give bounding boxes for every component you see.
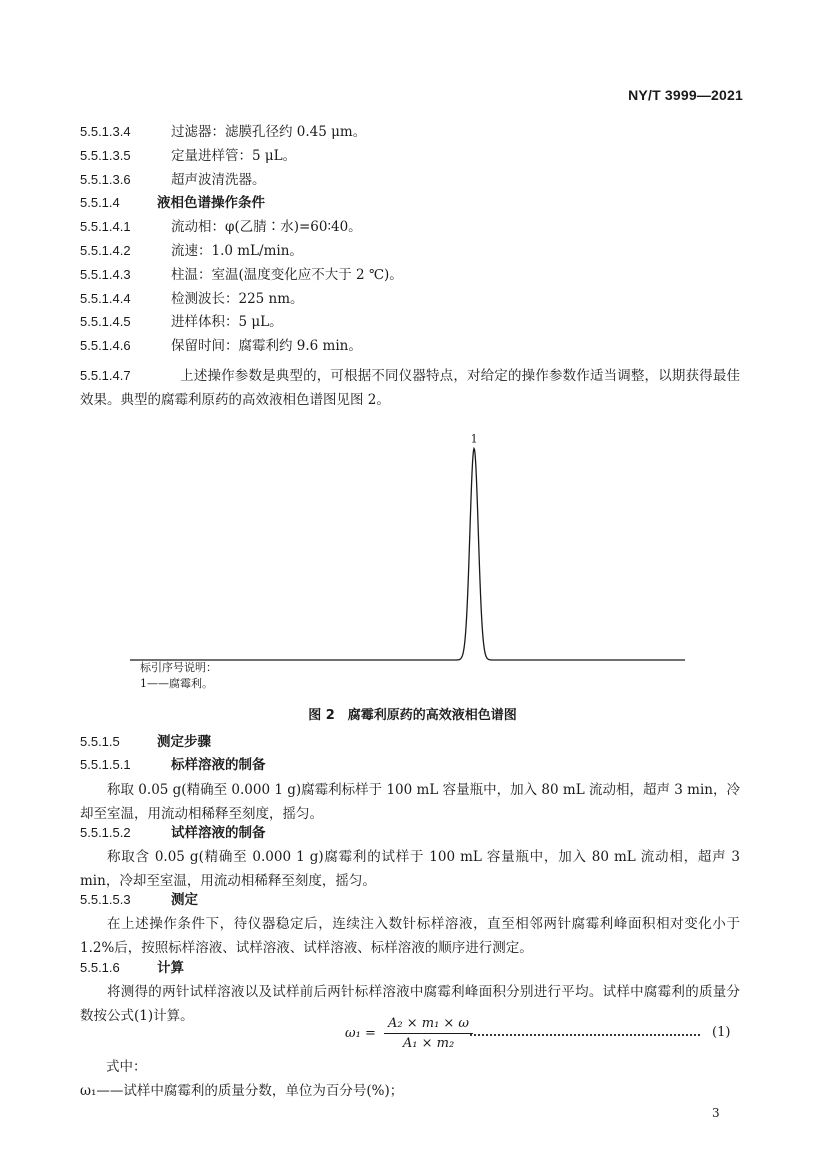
figure-caption: 图 2 腐霉利原药的高效液相色谱图 bbox=[308, 708, 517, 723]
item-text: 检测波长：225 nm。 bbox=[171, 290, 304, 307]
item-text: 进样体积：5 μL。 bbox=[171, 314, 283, 331]
item-number: 5.5.1.4.4 bbox=[80, 290, 131, 306]
heading-5-5-1-5 bbox=[80, 731, 211, 753]
item-text: 定量进样管：5 μL。 bbox=[171, 147, 297, 164]
item-text: 流速：1.0 mL/min。 bbox=[171, 243, 303, 259]
item-text: 超声波清洗器。 bbox=[171, 171, 266, 188]
item-number: 5.5.1.4.3 bbox=[80, 266, 131, 282]
where-label: 式中： bbox=[106, 1059, 147, 1075]
formula-number: (1) bbox=[712, 1025, 731, 1040]
item-text: 柱温：室温(温度变化应不大于 2 ℃)。 bbox=[171, 266, 403, 283]
item-text: 过滤器：滤膜孔径约 0.45 μm。 bbox=[171, 124, 367, 140]
heading-5-5-1-5-1 bbox=[80, 754, 266, 776]
formula-numerator: A₂ × m₁ × ω bbox=[384, 1016, 473, 1034]
formula-leader-dots bbox=[470, 1034, 700, 1036]
item-number: 5.5.1.4 bbox=[80, 195, 120, 211]
paragraph-sample-solution: 称取含 0.05 g(精确至 0.000 1 g)腐霉利的试样于 100 mL 容量瓶中，加入 80 mL 流动相，超声 3 min，冷却至室温，用流动相稀释至刻度，摇匀。 bbox=[80, 849, 740, 889]
item-number: 5.5.1.4.2 bbox=[80, 243, 131, 258]
heading-5-5-1-6 bbox=[80, 957, 184, 979]
item-number: 5.5.1.3.6 bbox=[80, 171, 131, 187]
heading-text: 测定步骤 bbox=[157, 734, 211, 750]
heading-text: 测定 bbox=[171, 892, 198, 908]
heading-5-5-1-5-2 bbox=[80, 822, 266, 844]
heading-number: 5.5.1.5 bbox=[80, 734, 120, 749]
definition-omega1: ω₁——试样中腐霉利的质量分数，单位为百分号(%)； bbox=[80, 1083, 404, 1099]
heading-number: 5.5.1.5.3 bbox=[80, 892, 131, 907]
standard-code: NY/T 3999—2021 bbox=[628, 87, 743, 103]
legend-item: 1——腐霉利。 bbox=[140, 677, 213, 690]
paragraph-standard-solution: 称取 0.05 g(精确至 0.000 1 g)腐霉利标样于 100 mL 容量瓶中，加入 80 mL 流动相，超声 3 min，冷却至室温，用流动相稀释至刻度，摇匀。 bbox=[80, 782, 740, 822]
figure-legend bbox=[140, 660, 217, 692]
formula-denominator: A₁ × m₂ bbox=[402, 1036, 455, 1051]
item-text: 液相色谱操作条件 bbox=[157, 195, 265, 212]
item-number: 5.5.1.4.1 bbox=[80, 219, 131, 235]
item-text: 上述操作参数是典型的，可根据不同仪器特点，对给定的操作参数作适当调整，以期获得最佳效果。典型的腐霉利原药的高效液相色谱图见图 2。 bbox=[80, 368, 740, 408]
page-number: 3 bbox=[712, 1106, 720, 1120]
item-text: 保留时间：腐霉利约 9.6 min。 bbox=[171, 338, 362, 355]
heading-text: 试样溶液的制备 bbox=[171, 825, 266, 841]
heading-number: 5.5.1.5.2 bbox=[80, 825, 131, 840]
item-number: 5.5.1.3.5 bbox=[80, 147, 131, 163]
heading-text: 计算 bbox=[157, 960, 184, 976]
heading-number: 5.5.1.6 bbox=[80, 960, 120, 975]
heading-5-5-1-5-3 bbox=[80, 889, 198, 911]
item-text: 流动相：φ(乙腈∶水)=60∶40。 bbox=[171, 219, 362, 236]
legend-title: 标引序号说明： bbox=[140, 661, 217, 674]
chromatogram-trace bbox=[130, 449, 685, 661]
item-number: 5.5.1.3.4 bbox=[80, 124, 131, 139]
formula-fraction bbox=[384, 1016, 473, 1051]
heading-text: 标样溶液的制备 bbox=[171, 757, 266, 773]
peak-label: 1 bbox=[470, 432, 478, 446]
paragraph-calculation: 将测得的两针试样溶液以及试样前后两针标样溶液中腐霉利峰面积分别进行平均。试样中腐霉利的质量分数按公式(1)计算。 bbox=[80, 984, 740, 1024]
heading-number: 5.5.1.5.1 bbox=[80, 757, 131, 772]
item-number: 5.5.1.4.7 bbox=[80, 368, 131, 383]
formula-lhs: ω₁ = bbox=[345, 1026, 376, 1041]
item-number: 5.5.1.4.5 bbox=[80, 314, 131, 330]
formula-1 bbox=[345, 1016, 477, 1051]
item-number: 5.5.1.4.6 bbox=[80, 338, 131, 354]
paragraph-determination: 在上述操作条件下，待仪器稳定后，连续注入数针标样溶液，直至相邻两针腐霉利峰面积相对变化小于 1.2%后，按照标样溶液、试样溶液、试样溶液、标样溶液的顺序进行测定。 bbox=[80, 916, 740, 956]
